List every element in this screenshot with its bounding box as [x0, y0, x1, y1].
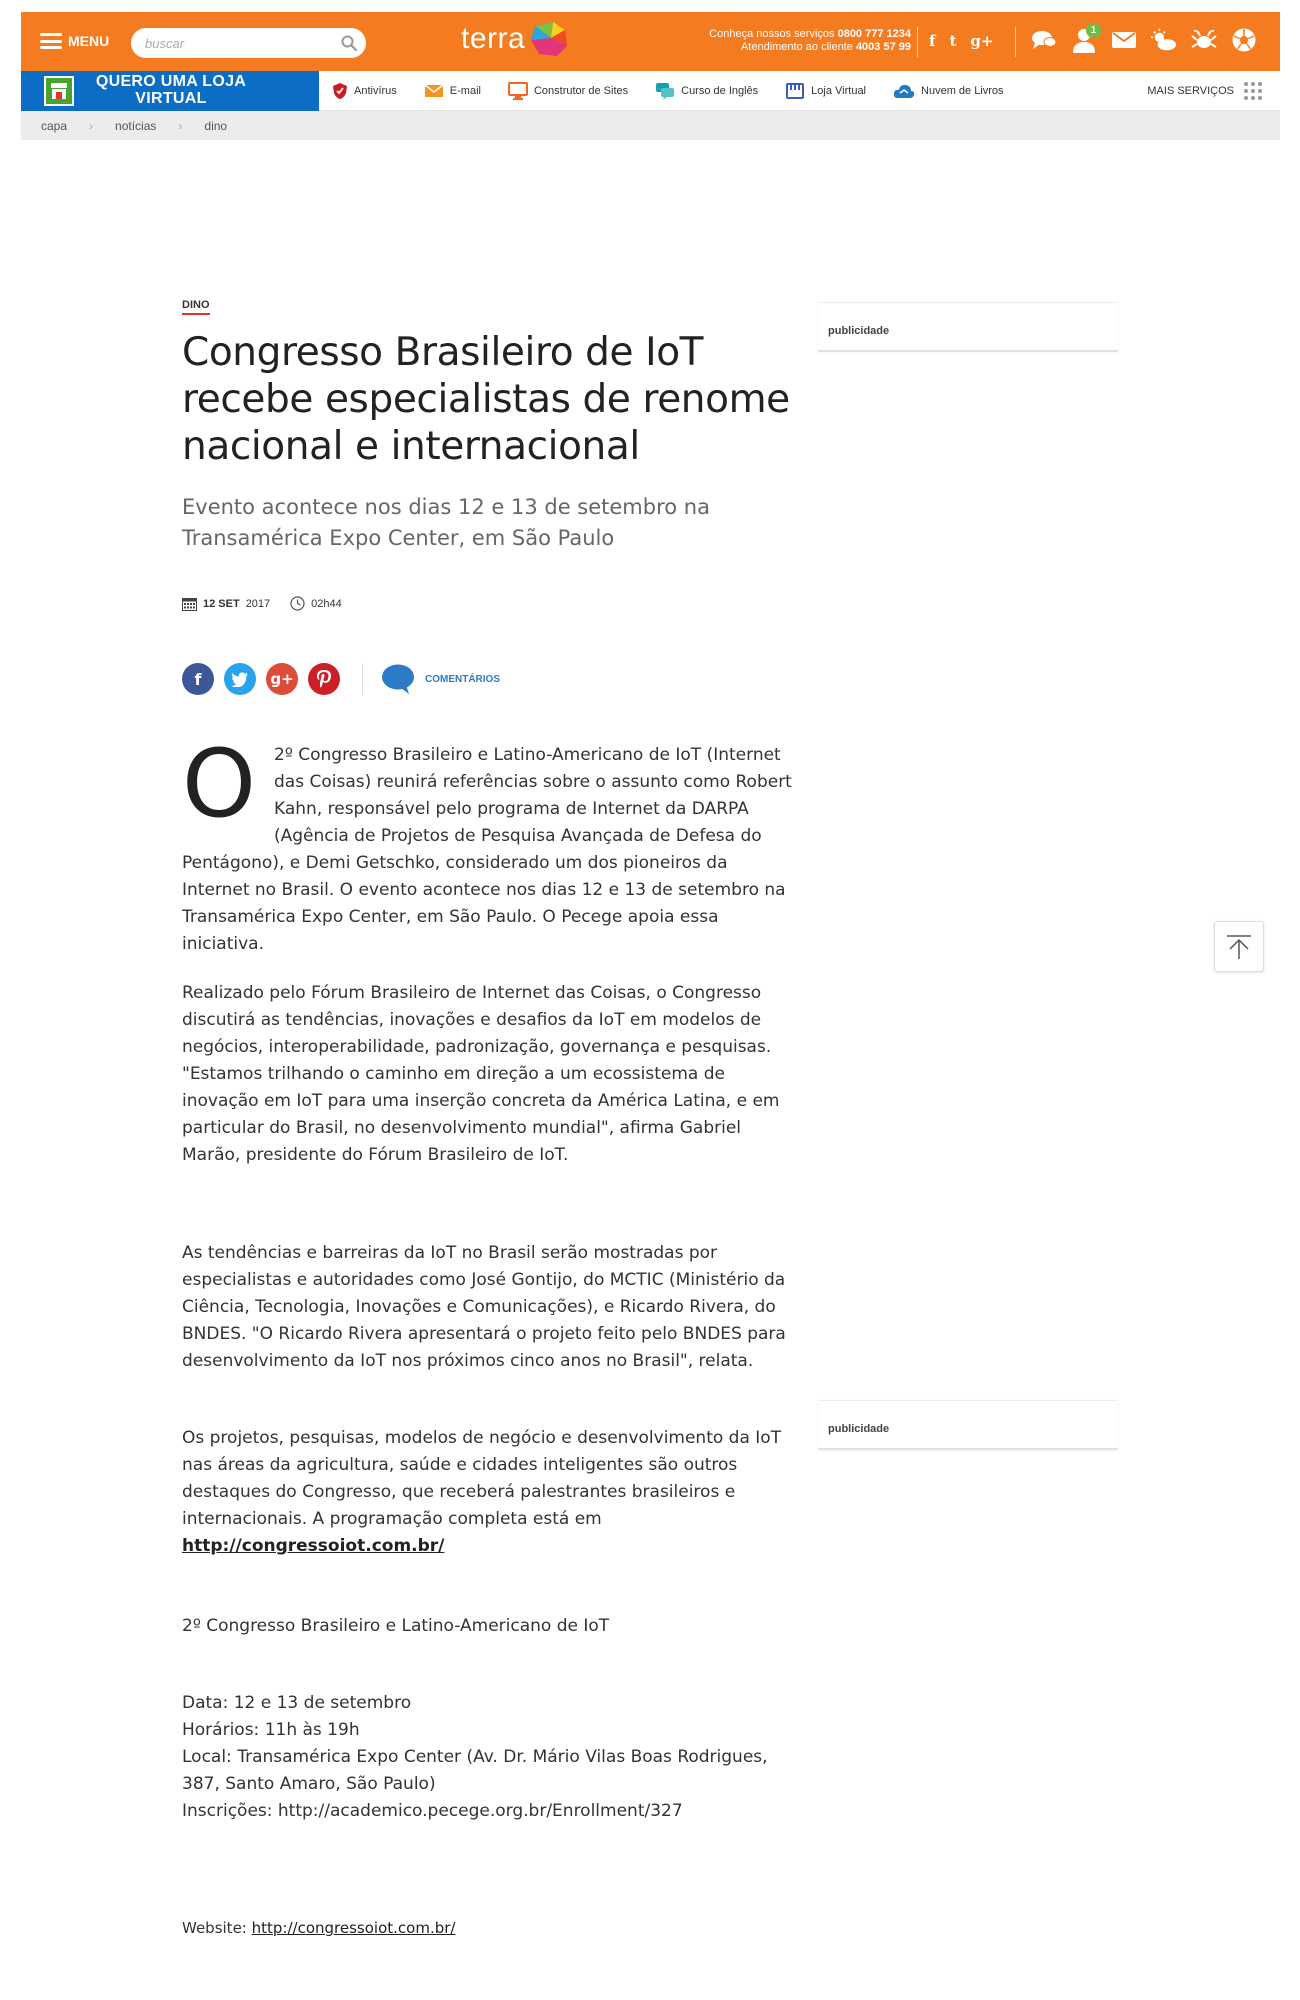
- service-label: E-mail: [449, 85, 481, 97]
- comments-link[interactable]: [381, 663, 500, 695]
- event-location: Local: Transamérica Expo Center (Av. Dr. Mário Vilas Boas Rodrigues, 387, Santo Amaro, São Paulo): [182, 1747, 768, 1794]
- services-phone2[interactable]: 4003 57 99: [855, 41, 911, 53]
- back-to-top-button[interactable]: [1214, 921, 1264, 972]
- event-title: 2º Congresso Brasileiro e Latino-Americano de IoT: [182, 1616, 610, 1636]
- paragraph-text: Os projetos, pesquisas, modelos de negócio e desenvolvimento da IoT nas áreas da agricultura, saúde e cidades inteligentes são outros destaques do Congresso, que receberá palestrantes brasileiros e internacionais. A programação completa está em: [182, 1428, 782, 1529]
- event-registration: Inscrições: http://academico.pecege.org.br/Enrollment/327: [182, 1801, 683, 1821]
- customer-service-info: [641, 28, 911, 54]
- article-subhead: Evento acontece nos dias 12 e 13 de setembro na Transamérica Expo Center, em São Paulo: [182, 495, 710, 550]
- terra-logo[interactable]: [461, 20, 569, 58]
- horoscope-icon[interactable]: [1191, 25, 1217, 55]
- breadcrumb-item-capa[interactable]: capa: [41, 118, 68, 133]
- article-headline: Congresso Brasileiro de IoT recebe especialistas de renome nacional e internacional: [182, 330, 790, 469]
- service-label: Loja Virtual: [811, 85, 867, 97]
- user-icon[interactable]: [1071, 25, 1097, 55]
- logo-mark-icon: [529, 20, 569, 58]
- service-label: Nuvem de Livros: [921, 85, 1004, 97]
- services-bar: [21, 71, 1280, 111]
- breadcrumb-item-noticias[interactable]: notícias: [115, 118, 157, 133]
- cart-icon: [785, 82, 805, 100]
- share-facebook-icon[interactable]: f: [182, 663, 214, 695]
- hamburger-icon: [40, 33, 62, 49]
- monitor-icon: [508, 82, 528, 100]
- service-label: Antivírus: [354, 85, 397, 97]
- googleplus-icon[interactable]: g+: [970, 32, 994, 50]
- website-link[interactable]: http://congressoiot.com.br/: [251, 1919, 456, 1937]
- more-services-label: MAIS SERVIÇOS: [1147, 85, 1234, 97]
- service-antivirus[interactable]: [332, 82, 397, 100]
- weather-icon[interactable]: [1151, 25, 1177, 55]
- breadcrumb: [21, 111, 1280, 140]
- time-value: 02h44: [311, 597, 342, 610]
- service-label: Construtor de Sites: [533, 85, 629, 97]
- search-icon[interactable]: [341, 35, 357, 51]
- article-header: [182, 295, 794, 695]
- header-icons: [1031, 25, 1257, 55]
- comments-label: COMENTÁRIOS: [425, 673, 500, 685]
- chevron-right-icon: ›: [89, 118, 94, 133]
- service-books-cloud[interactable]: [893, 83, 1004, 99]
- article-date: [182, 597, 270, 611]
- soccer-icon[interactable]: [1231, 25, 1257, 55]
- paragraph-text: 2º Congresso Brasileiro e Latino-Americano de IoT (Internet das Coisas) reunirá referências sobre o assunto como Robert Kahn, responsável pelo programa de Internet da DARPA (Agência de Projetos de Pesquisa Avançada de Defesa do Pentágono), e Demi Getschko, considerado um dos pioneiros da Internet no Brasil. O evento acontece nos dias 12 e 13 de setembro na Transamérica Expo Center, em São Paulo. O Pecege apoia essa iniciativa.: [182, 745, 792, 954]
- virtual-store-promo[interactable]: [21, 71, 319, 111]
- chevron-right-icon: ›: [178, 118, 183, 133]
- event-hours: Horários: 11h às 19h: [182, 1720, 360, 1740]
- service-english-course[interactable]: [655, 82, 758, 100]
- grid-icon: [1244, 82, 1262, 100]
- store-icon: [44, 76, 74, 106]
- comment-bubble-icon: [381, 663, 415, 695]
- share-twitter-icon[interactable]: [224, 663, 256, 695]
- article-meta: [182, 596, 794, 611]
- article-paragraph-1: [182, 730, 794, 958]
- ad-label: publicidade: [828, 1423, 890, 1435]
- cloud-icon: [893, 83, 915, 99]
- mail-icon[interactable]: [1111, 25, 1137, 55]
- envelope-icon: [424, 84, 444, 98]
- more-services-button[interactable]: [1147, 71, 1262, 111]
- ad-slot-top[interactable]: [818, 302, 1118, 352]
- twitter-icon[interactable]: t: [949, 32, 957, 50]
- shield-icon: [332, 82, 348, 100]
- divider: [917, 27, 918, 57]
- date-year: 2017: [245, 597, 271, 610]
- calendar-icon: [182, 597, 197, 611]
- divider: [362, 663, 363, 695]
- drop-cap: O: [182, 730, 256, 839]
- clock-icon: [290, 596, 305, 611]
- event-details: [182, 1690, 794, 1825]
- date-day: 12 SET: [203, 597, 240, 610]
- top-header-bar: [21, 12, 1280, 71]
- article-paragraph-2: Realizado pelo Fórum Brasileiro de Internet das Coisas, o Congresso discutirá as tendências, inovações e desafios da IoT em modelos de negócios, interoperabilidade, padronização, governança e pesquisas. "Estamos trilhando o caminho em direção a um ecossistema de inovação em IoT para uma inserção concreta da América Latina, e em particular do Brasil, no desenvolvimento mundial", afirma Gabriel Marão, presidente do Fórum Brasileiro de IoT.: [182, 983, 780, 1165]
- share-googleplus-icon[interactable]: g+: [266, 663, 298, 695]
- share-bar: [182, 663, 794, 695]
- ad-label: publicidade: [828, 325, 890, 337]
- speech-icon: [655, 82, 675, 100]
- chat-icon[interactable]: [1031, 25, 1057, 55]
- service-site-builder[interactable]: [508, 82, 628, 100]
- share-pinterest-icon[interactable]: [308, 663, 340, 695]
- search-box: [131, 28, 366, 58]
- ad-slot-middle[interactable]: [818, 1400, 1118, 1450]
- article-website: [182, 1915, 794, 1942]
- social-links: [929, 32, 993, 50]
- services-phone1[interactable]: 0800 777 1234: [837, 28, 911, 40]
- service-email[interactable]: [424, 84, 481, 98]
- arrow-up-icon: [1225, 934, 1253, 960]
- event-date: Data: 12 e 13 de setembro: [182, 1693, 412, 1713]
- service-virtual-store[interactable]: [785, 82, 866, 100]
- search-input[interactable]: [131, 28, 321, 58]
- services-list: [332, 71, 1031, 111]
- breadcrumb-item-dino[interactable]: dino: [204, 118, 228, 133]
- article-time: [290, 596, 342, 611]
- logo-text: terra: [461, 22, 526, 55]
- menu-label: MENU: [68, 33, 110, 49]
- program-link[interactable]: http://congressoiot.com.br/: [182, 1536, 445, 1556]
- facebook-icon[interactable]: f: [929, 32, 936, 50]
- divider: [1015, 27, 1016, 57]
- services-line2: Atendimento ao cliente: [740, 41, 853, 53]
- notification-badge: 1: [1086, 23, 1101, 38]
- article-paragraph-3: As tendências e barreiras da IoT no Brasil serão mostradas por especialistas e autoridades como José Gontijo, do MCTIC (Ministério da Ciência, Tecnologia, Inovações e Comunicações), e Ricardo Rivera, do BNDES. "O Ricardo Rivera apresentará o projeto feito pelo BNDES para desenvolvimento da IoT nos próximos cinco anos no Brasil", relata.: [182, 1243, 786, 1371]
- promo-text: QUERO UMA LOJA VIRTUAL: [95, 73, 247, 107]
- article-kicker[interactable]: DINO: [182, 299, 210, 315]
- services-line1: Conheça nossos serviços: [709, 28, 835, 40]
- article-paragraph-4: [182, 1425, 794, 1560]
- website-label: Website:: [182, 1919, 247, 1937]
- menu-button[interactable]: [40, 33, 109, 49]
- service-label: Curso de Inglês: [681, 85, 759, 97]
